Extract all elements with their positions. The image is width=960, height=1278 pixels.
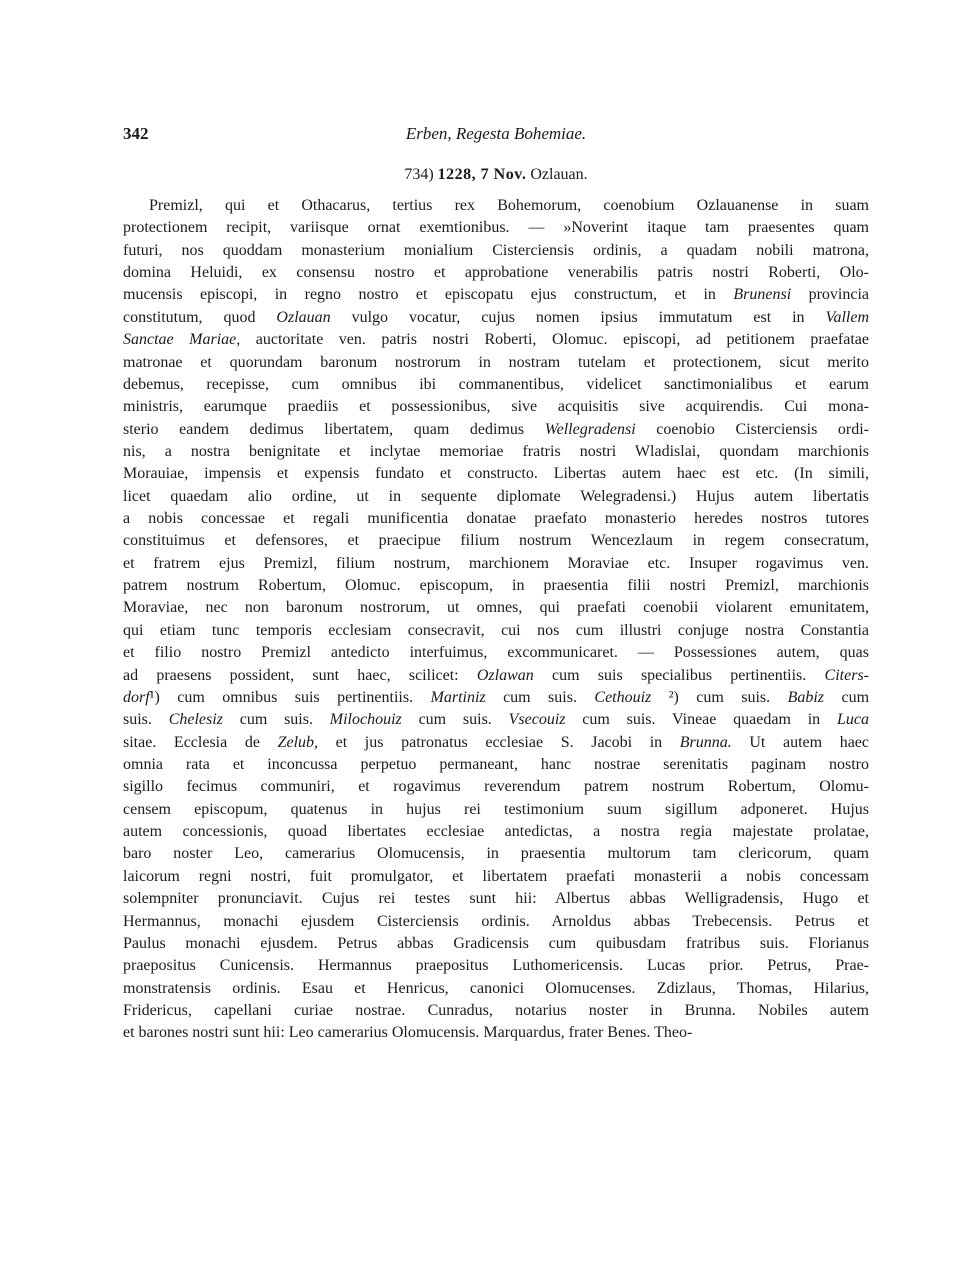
text-line [123,419,869,441]
text-segment: protectionem recipit, variisque ornat exemtionibus. — »Noverint itaque tam praesentes quam [123,219,869,237]
text-segment: cum suis. [485,688,595,706]
text-segment: Premizl, qui et Othacarus, tertius rex Bohemorum, coenobium Ozlauanense in suam [149,197,869,214]
text-line [123,553,869,575]
text-segment: auctoritate ven. patris nostri Roberti, Olomuc. episcopi, ad petitionem praefatae [240,331,869,349]
text-segment: Moraviae, nec non baronum nostrorum, ut omnes, qui praefati coenobii violarent emunitatem, [123,599,869,617]
text-segment: Ut autem haec [731,733,869,751]
text-segment: Morauiae, impensis et expensis fundato et constructo. Libertas autem haec est etc. (In simili, [123,465,869,483]
text-line [123,217,869,239]
text-segment: autem concessionis, quoad libertates ecclesiae antedictas, a nostra regia majestate prolatae, [123,823,869,841]
text-line [123,352,869,374]
text-segment: vulgo vocatur, cujus nomen ipsius immutatum est in [330,308,826,326]
text-segment: solempniter pronunciavit. Cujus rei testes sunt hii: Albertus abbas Welligradensis, Hugo et [123,890,869,908]
text-line [123,307,869,329]
text-segment: praepositus Cunicensis. Hermannus praepositus Luthomericensis. Lucas prior. Petrus, Prae- [123,957,869,975]
text-line [123,843,869,865]
text-line [123,955,869,977]
text-line [123,508,869,530]
text-segment: censem episcopum, quatenus in hujus rei testimonium suum sigillum adponeret. Hujus [123,800,869,818]
text-line [123,374,869,396]
text-segment: Fridericus, capellani curiae nostrae. Cunradus, notarius noster in Brunna. Nobiles autem [123,1001,869,1019]
italic-segment: Milochouiz [329,711,402,729]
text-line [123,1022,869,1044]
running-head [123,124,869,148]
text-line [123,530,869,552]
italic-segment: Cethouiz [594,688,652,706]
text-line [123,665,869,687]
text-segment: cum suis. [401,711,509,729]
text-segment: patrem nostrum Robertum, Olomuc. episcopum, in praesentia filii nostri Premizl, marchionis [123,577,869,595]
text-line [123,284,869,306]
running-title: Erben, Regesta Bohemiae. [405,124,587,143]
italic-segment: Vsecouiz [508,711,566,729]
text-segment: omnia rata et inconcussa perpetuo permaneant, hanc nostrae serenitatis paginam nostro [123,755,869,773]
text-line [123,240,869,262]
text-segment: ministris, earumque praediis et possessionibus, sive acquisitis sive acquirendis. Cui mona- [123,398,869,416]
text-line [123,642,869,664]
text-segment: ¹) cum omnibus suis pertinentiis. [149,688,431,706]
text-line [123,486,869,508]
text-line [123,866,869,888]
charter-text [123,195,869,1045]
text-segment: cum suis. Vineae quaedam in [565,711,837,729]
italic-segment: Brunna. [679,733,732,751]
text-segment: et barones nostri sunt hii: Leo camerarius Olomucensis. Marquardus, frater Benes. Theo- [123,1024,693,1042]
text-segment: futuri, nos quoddam monasterium monialium Cisterciensis ordinis, a quadam nobili matrona, [123,241,869,259]
text-line [123,911,869,933]
text-segment: et filio nostro Premizl antedicto interfuimus, excommunicaret. — Possessiones autem, quas [123,644,869,662]
italic-segment: Babiz [787,688,825,706]
text-segment: sitae. Ecclesia de [123,733,278,751]
text-segment: nis, a nostra benignitate et inclytae memoriae fratris nostri Wladislai, quondam marchionis [123,442,869,460]
text-segment: debemus, recepisse, cum omnibus ibi commanentibus, videlicet sanctimonialibus et earum [123,375,869,393]
text-segment: cum suis specialibus pertinentiis. [533,666,825,684]
text-segment: ²) cum suis. [651,688,788,706]
text-segment: Hermannus, monachi ejusdem Cisterciensis ordinis. Arnoldus abbas Trebecensis. Petrus et [123,912,869,930]
text-segment: matronae et quorundam baronum nostrorum in nostram tutelam et protectionem, sicut merito [123,353,869,371]
text-segment: domina Heluidi, ex consensu nostro et approbatione venerabilis patris nostri Roberti, Olo- [123,264,869,282]
text-line [123,709,869,731]
text-segment: cum [824,688,869,706]
text-segment: licet quaedam alio ordine, ut in sequente diplomate Welegradensi.) Hujus autem libertatis [123,487,869,505]
italic-segment: Ozlauan [276,308,331,326]
text-segment: sigillo fecimus communiri, et rogavimus reverendum patrem nostrum Robertum, Olomu- [123,778,869,796]
italic-segment: Citers- [824,666,869,684]
italic-segment: Chelesiz [168,711,223,729]
entry-number: 734) [404,166,434,183]
text-line [123,195,869,217]
text-line [123,597,869,619]
text-segment: constitutum, quod [123,308,277,326]
text-line [123,978,869,1000]
italic-segment: Zelub, [277,733,319,751]
text-line [123,799,869,821]
text-segment: ad praesens possident, sunt haec, scilicet: [123,666,477,684]
italic-segment: Martiniz [430,688,486,706]
text-segment: suis. [123,711,169,729]
text-segment: et fratrem ejus Premizl, filium nostrum, marchionem Moraviae etc. Insuper rogavimus ven. [123,554,869,572]
text-segment: Paulus monachi ejusdem. Petrus abbas Gradicensis cum quibusdam fratribus suis. Florianus [123,934,869,952]
text-segment: qui etiam tunc temporis ecclesiam consecravit, cui nos cum illustri conjuge nostra Constantia [123,621,869,639]
italic-segment: dorf [123,688,150,706]
page-number: 342 [123,124,149,143]
text-segment: sterio eandem dedimus libertatem, quam dedimus [123,420,545,438]
italic-segment: Sanctae Mariae, [123,331,241,349]
text-line [123,329,869,351]
text-line [123,776,869,798]
text-segment: constituimus et defensores, et praecipue filium nostrum Wencezlaum in regem consecratum, [123,532,869,550]
text-line [123,732,869,754]
text-line [123,821,869,843]
italic-segment: Luca [836,711,869,729]
entry-place: Ozlauan. [530,166,588,183]
text-line [123,620,869,642]
text-segment: laicorum regni nostri, fuit promulgator, et libertatem praefati monasterii a nobis concessam [123,867,869,885]
text-line [123,933,869,955]
text-segment: et jus patronatus ecclesiae S. Jacobi in [318,733,680,751]
text-segment: cum suis. [222,711,330,729]
text-line [123,687,869,709]
italic-segment: Brunensi [733,286,792,304]
text-line [123,888,869,910]
text-line [123,1000,869,1022]
text-line [123,754,869,776]
entry-date: 1228, 7 Nov. [437,166,527,183]
text-segment: provincia [791,286,869,304]
text-segment: a nobis concessae et regali munificentia donatae praefato monasterio heredes nostros tutores [123,510,869,528]
text-line [123,441,869,463]
text-segment: coenobio Cisterciensis ordi- [635,420,869,438]
italic-segment: Wellegradensi [544,420,636,438]
text-line [123,396,869,418]
italic-segment: Ozlawan [476,666,534,684]
text-line [123,262,869,284]
text-segment: baro noster Leo, camerarius Olomucensis, in praesentia multorum tam clericorum, quam [123,845,869,863]
text-line [123,575,869,597]
italic-segment: Vallem [825,308,869,326]
entry-header [123,166,869,184]
text-line [123,463,869,485]
text-segment: monstratensis ordinis. Esau et Henricus, canonici Olomucenses. Zdizlaus, Thomas, Hilarius, [123,979,869,997]
text-segment: mucensis episcopi, in regno nostro et episcopatu ejus constructum, et in [123,286,734,304]
